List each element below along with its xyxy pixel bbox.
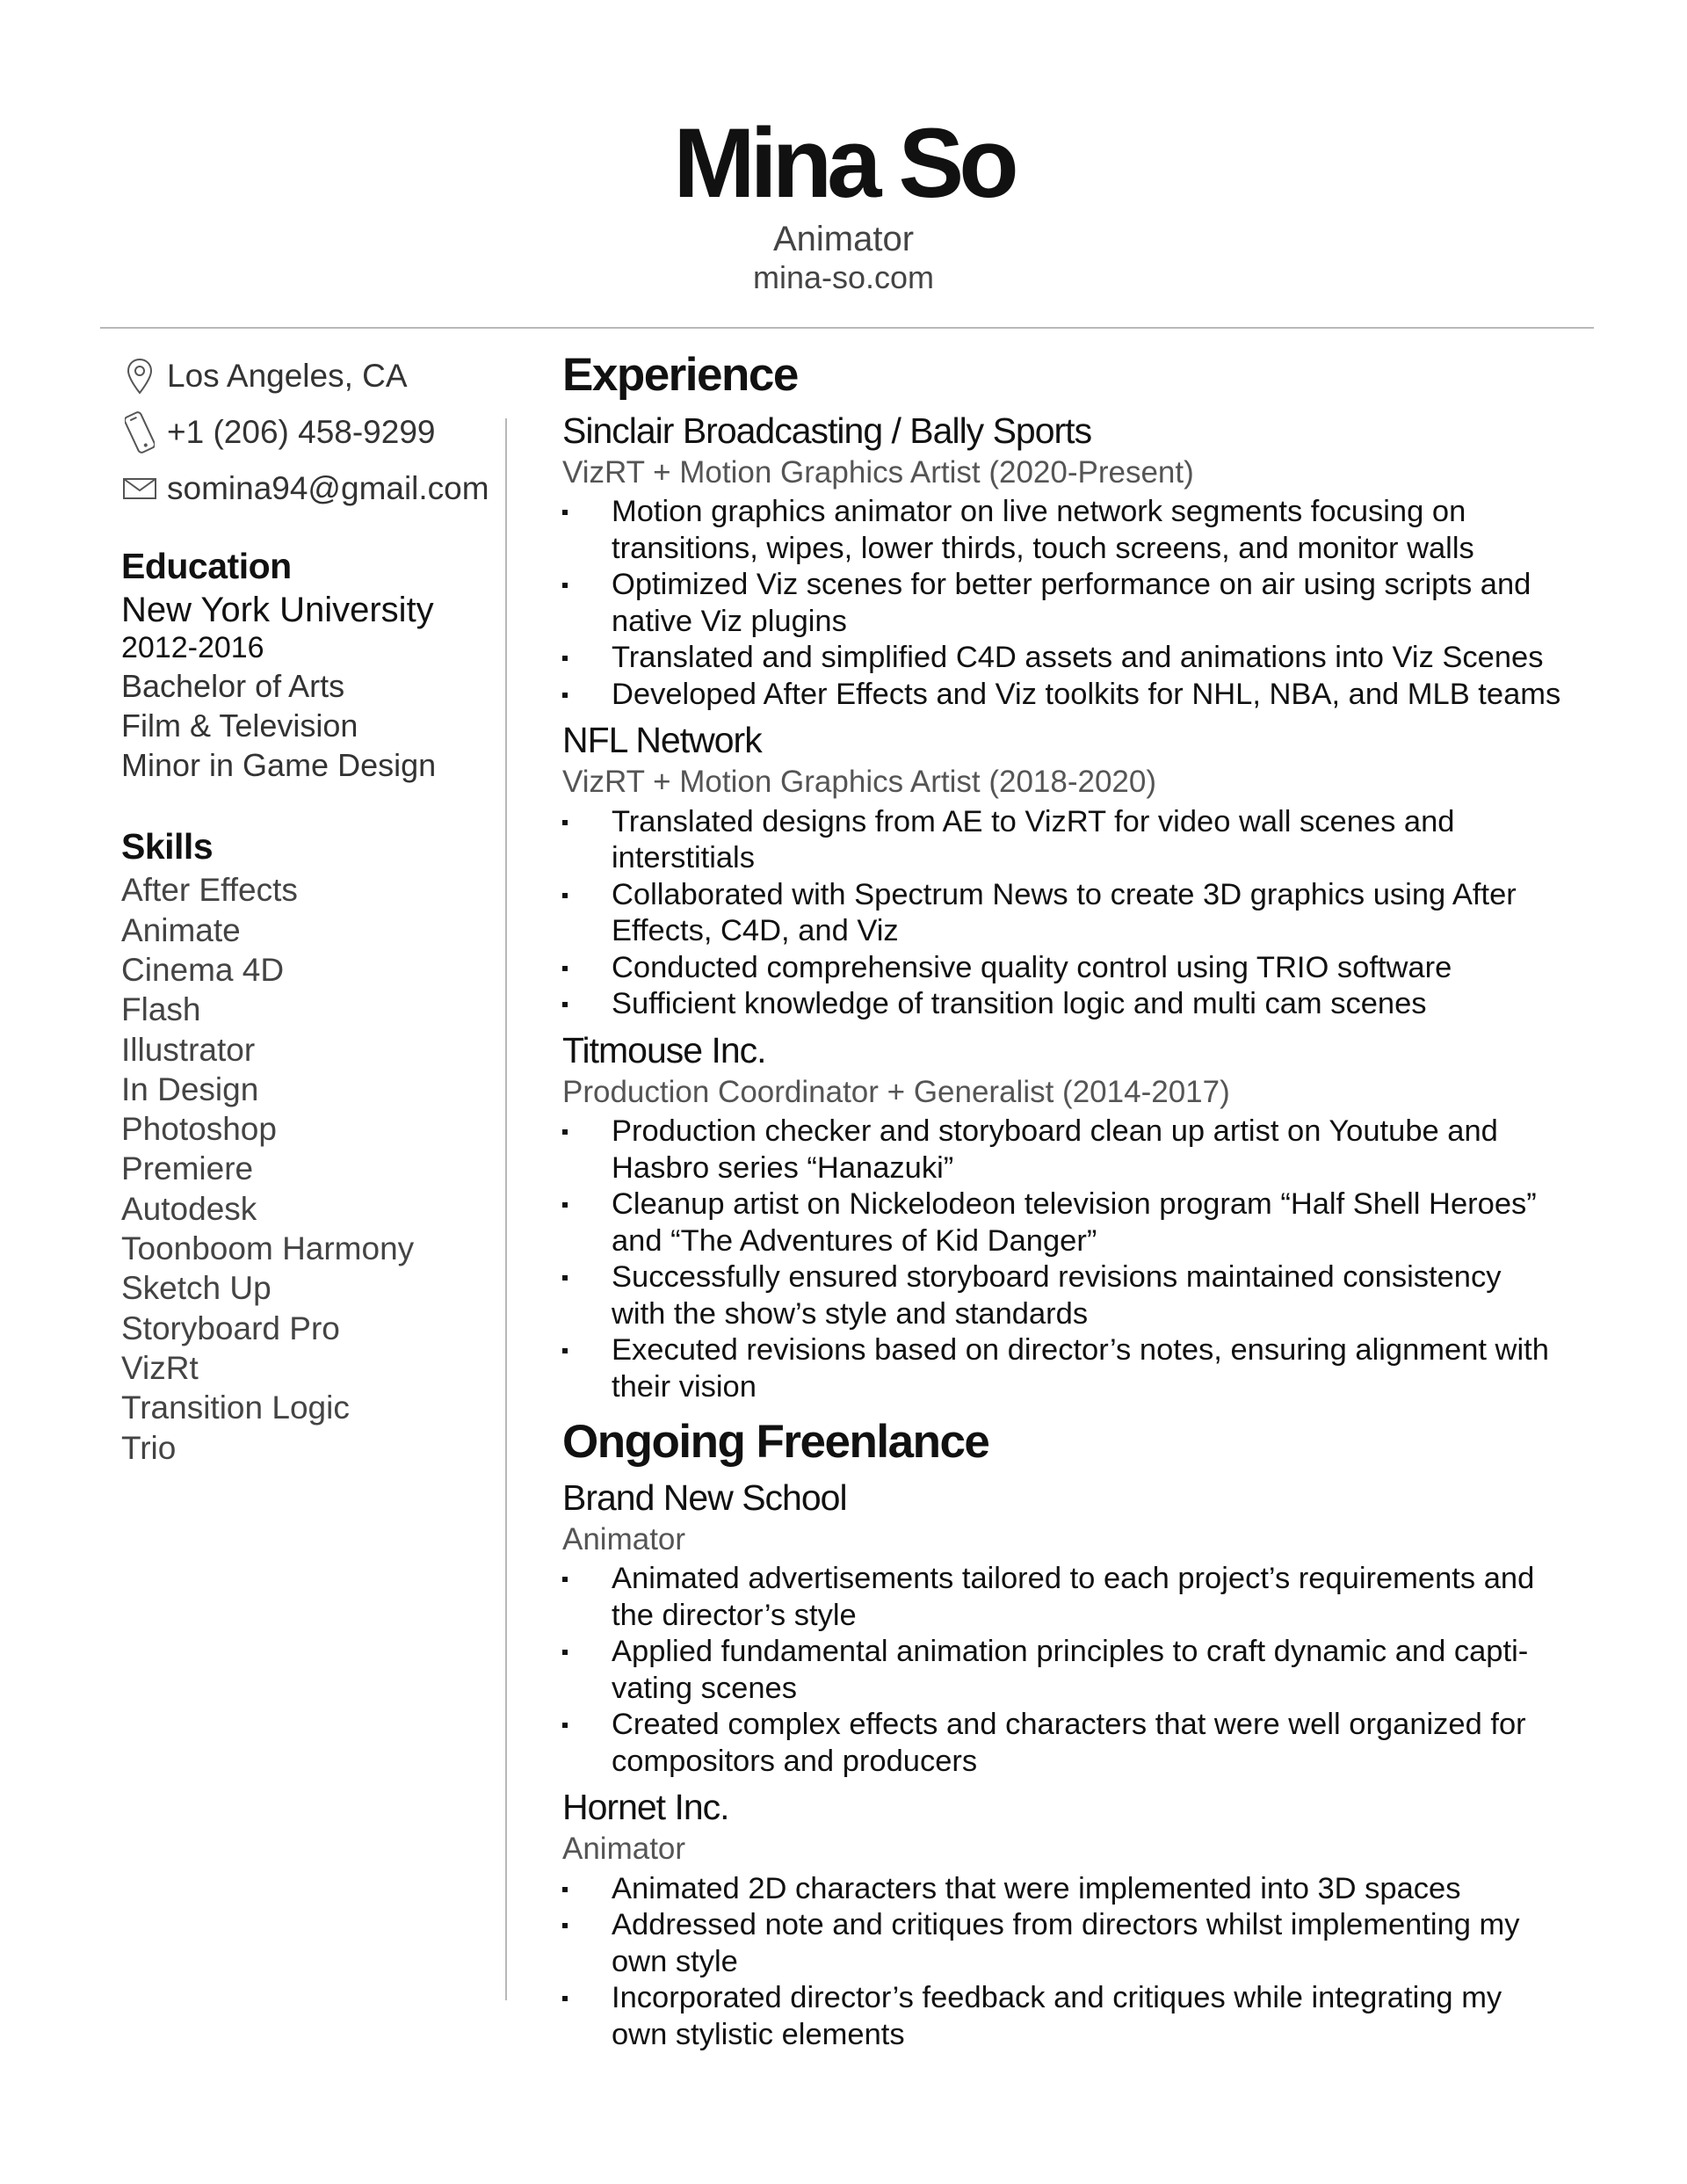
job-role: Animator xyxy=(562,1521,686,1556)
job-role: VizRT + Motion Graphics Artist (2018-2020) xyxy=(562,765,1157,800)
bullet-marker xyxy=(562,966,568,971)
bullet-line: compositors and producers xyxy=(612,1744,978,1778)
job-role: Animator xyxy=(562,1832,686,1867)
phone-icon xyxy=(121,409,158,456)
bullet-marker xyxy=(562,510,568,515)
bullet-marker xyxy=(562,1923,568,1928)
bullet-line: Conducted comprehensive quality control using TRIO software xyxy=(612,950,1452,984)
bullet-item xyxy=(562,1561,1582,1634)
bullet-item xyxy=(562,1707,1582,1780)
bullet-item xyxy=(562,1871,1582,1908)
bullet-line: own stylistic elements xyxy=(612,2017,905,2051)
column-divider xyxy=(505,418,507,2000)
bullet-line: Effects, C4D, and Viz xyxy=(612,914,899,948)
skill-item: Storyboard Pro xyxy=(121,1310,340,1346)
bullet-marker xyxy=(562,1275,568,1281)
bullet-marker xyxy=(562,583,568,588)
bullet-item xyxy=(562,677,1582,714)
sidebar xyxy=(121,348,499,1468)
education-minor: Minor in Game Design xyxy=(121,747,437,784)
bullet-item xyxy=(562,1980,1582,2053)
bullet-line: interstitials xyxy=(612,841,755,875)
bullet-marker xyxy=(562,1887,568,1892)
skill-item: Photoshop xyxy=(121,1111,277,1148)
contact-phone xyxy=(121,404,499,461)
bullet-line: Optimized Viz scenes for better performance on air using scripts and xyxy=(612,568,1531,602)
contact-location xyxy=(121,348,499,404)
bullet-marker xyxy=(562,1577,568,1582)
bullet-marker xyxy=(562,893,568,898)
bullet-marker xyxy=(562,1723,568,1728)
job-bullets xyxy=(562,804,1582,1023)
candidate-name: Mina So xyxy=(673,108,1014,218)
bullet-marker xyxy=(562,1996,568,2001)
skill-item: Cinema 4D xyxy=(121,951,285,988)
job-bullets xyxy=(562,1114,1582,1405)
skill-item: Trio xyxy=(121,1429,177,1466)
bullet-item xyxy=(562,494,1582,567)
resume-header xyxy=(0,108,1687,295)
company-name: Titmouse Inc. xyxy=(562,1029,766,1070)
skill-item: Animate xyxy=(121,911,241,948)
job-entry xyxy=(562,718,1582,1023)
bullet-item xyxy=(562,1907,1582,1980)
job-entry xyxy=(562,409,1582,714)
bullet-item xyxy=(562,1259,1582,1332)
bullet-line: own style xyxy=(612,1944,738,1978)
bullet-marker xyxy=(562,693,568,698)
skills-heading: Skills xyxy=(121,826,214,867)
job-entry xyxy=(562,1028,1582,1406)
candidate-title: Animator xyxy=(772,220,915,258)
section-heading: Ongoing Freenlance xyxy=(562,1416,989,1469)
bullet-line: Animated 2D characters that were implemented into 3D spaces xyxy=(612,1871,1461,1905)
bullet-line: their vision xyxy=(612,1369,757,1404)
bullet-line: native Viz plugins xyxy=(612,604,847,638)
bullet-line: Created complex effects and characters that were well organized for xyxy=(612,1708,1526,1742)
bullet-marker xyxy=(562,820,568,825)
bullet-item xyxy=(562,804,1582,877)
bullet-line: vating scenes xyxy=(612,1671,797,1705)
skill-item: VizRt xyxy=(121,1349,199,1386)
header-divider xyxy=(100,327,1594,329)
mail-icon xyxy=(121,465,158,512)
bullet-marker xyxy=(562,1129,568,1135)
education-school: New York University xyxy=(121,591,434,630)
bullet-line: Hasbro series “Hanazuki” xyxy=(612,1150,954,1185)
bullet-line: Addressed note and critiques from directors whilst implementing my xyxy=(612,1908,1520,1942)
bullet-line: Developed After Effects and Viz toolkits for NHL, NBA, and MLB teams xyxy=(612,677,1561,711)
skill-item: Sketch Up xyxy=(121,1270,272,1307)
job-entry xyxy=(562,1785,1582,2053)
bullet-line: Applied fundamental animation principles to craft dynamic and capti- xyxy=(612,1635,1529,1669)
bullet-item xyxy=(562,1186,1582,1259)
bullet-line: Cleanup artist on Nickelodeon television program “Half Shell Heroes” xyxy=(612,1187,1537,1222)
contact-email xyxy=(121,461,499,517)
company-name: Sinclair Broadcasting / Bally Sports xyxy=(562,410,1092,451)
bullet-item xyxy=(562,1332,1582,1405)
bullet-line: transitions, wipes, lower thirds, touch screens, and monitor walls xyxy=(612,531,1474,565)
company-name: NFL Network xyxy=(562,720,762,761)
website-link[interactable]: mina-so.com xyxy=(752,259,935,295)
bullet-item xyxy=(562,1114,1582,1186)
bullet-item xyxy=(562,1634,1582,1707)
skill-item: Transition Logic xyxy=(121,1389,350,1426)
bullet-marker xyxy=(562,1202,568,1208)
location-pin-icon xyxy=(121,352,158,400)
bullet-line: Sufficient knowledge of transition logic and multi cam scenes xyxy=(612,987,1427,1021)
location-text: Los Angeles, CA xyxy=(167,358,408,394)
main-column xyxy=(562,347,1582,2053)
skill-item: In Design xyxy=(121,1070,259,1107)
bullet-line: Animated advertisements tailored to each project’s requirements and xyxy=(612,1562,1535,1596)
job-bullets xyxy=(562,1871,1582,2054)
skill-item: Autodesk xyxy=(121,1190,257,1227)
bullet-line: Motion graphics animator on live network segments focusing on xyxy=(612,495,1466,529)
skill-item: Toonboom Harmony xyxy=(121,1230,415,1267)
bullet-line: with the show’s style and standards xyxy=(612,1296,1089,1331)
job-role: VizRT + Motion Graphics Artist (2020-Present) xyxy=(562,454,1194,490)
bullet-line: Collaborated with Spectrum News to create 3D graphics using After xyxy=(612,877,1517,911)
skill-item: Illustrator xyxy=(121,1031,256,1068)
bullet-marker xyxy=(562,1348,568,1353)
bullet-line: Translated and simplified C4D assets and animations into Viz Scenes xyxy=(612,641,1544,675)
education-years: 2012-2016 xyxy=(121,631,264,665)
bullet-marker xyxy=(562,656,568,661)
job-bullets xyxy=(562,494,1582,713)
bullet-line: Executed revisions based on director’s notes, ensuring alignment with xyxy=(612,1333,1549,1368)
bullet-marker xyxy=(562,1002,568,1007)
bullet-line: and “The Adventures of Kid Danger” xyxy=(612,1223,1097,1258)
education-degree: Bachelor of Arts xyxy=(121,668,345,705)
bullet-item xyxy=(562,986,1582,1023)
bullet-line: Incorporated director’s feedback and critiques while integrating my xyxy=(612,1981,1502,2015)
bullet-marker xyxy=(562,1650,568,1655)
section-heading: Experience xyxy=(562,349,798,401)
bullet-item xyxy=(562,640,1582,677)
bullet-line: Translated designs from AE to VizRT for video wall scenes and xyxy=(612,804,1455,838)
company-name: Brand New School xyxy=(562,1477,847,1518)
bullet-line: the director’s style xyxy=(612,1598,857,1632)
company-name: Hornet Inc. xyxy=(562,1787,729,1828)
bullet-item xyxy=(562,877,1582,950)
bullet-item xyxy=(562,567,1582,640)
bullet-line: Successfully ensured storyboard revisions maintained consistency xyxy=(612,1260,1502,1295)
education-major: Film & Television xyxy=(121,707,358,744)
bullet-item xyxy=(562,950,1582,987)
bullet-line: Production checker and storyboard clean up artist on Youtube and xyxy=(612,1114,1498,1149)
phone-text[interactable]: +1 (206) 458-9299 xyxy=(167,414,436,450)
skill-item: After Effects xyxy=(121,872,298,909)
job-bullets xyxy=(562,1561,1582,1780)
email-text[interactable]: somina94@gmail.com xyxy=(167,470,489,506)
job-role: Production Coordinator + Generalist (2014-2017) xyxy=(562,1074,1230,1109)
skill-item: Flash xyxy=(121,991,201,1028)
skill-item: Premiere xyxy=(121,1150,254,1187)
job-entry xyxy=(562,1476,1582,1781)
education-heading: Education xyxy=(121,546,292,586)
skills-list xyxy=(121,870,499,1467)
